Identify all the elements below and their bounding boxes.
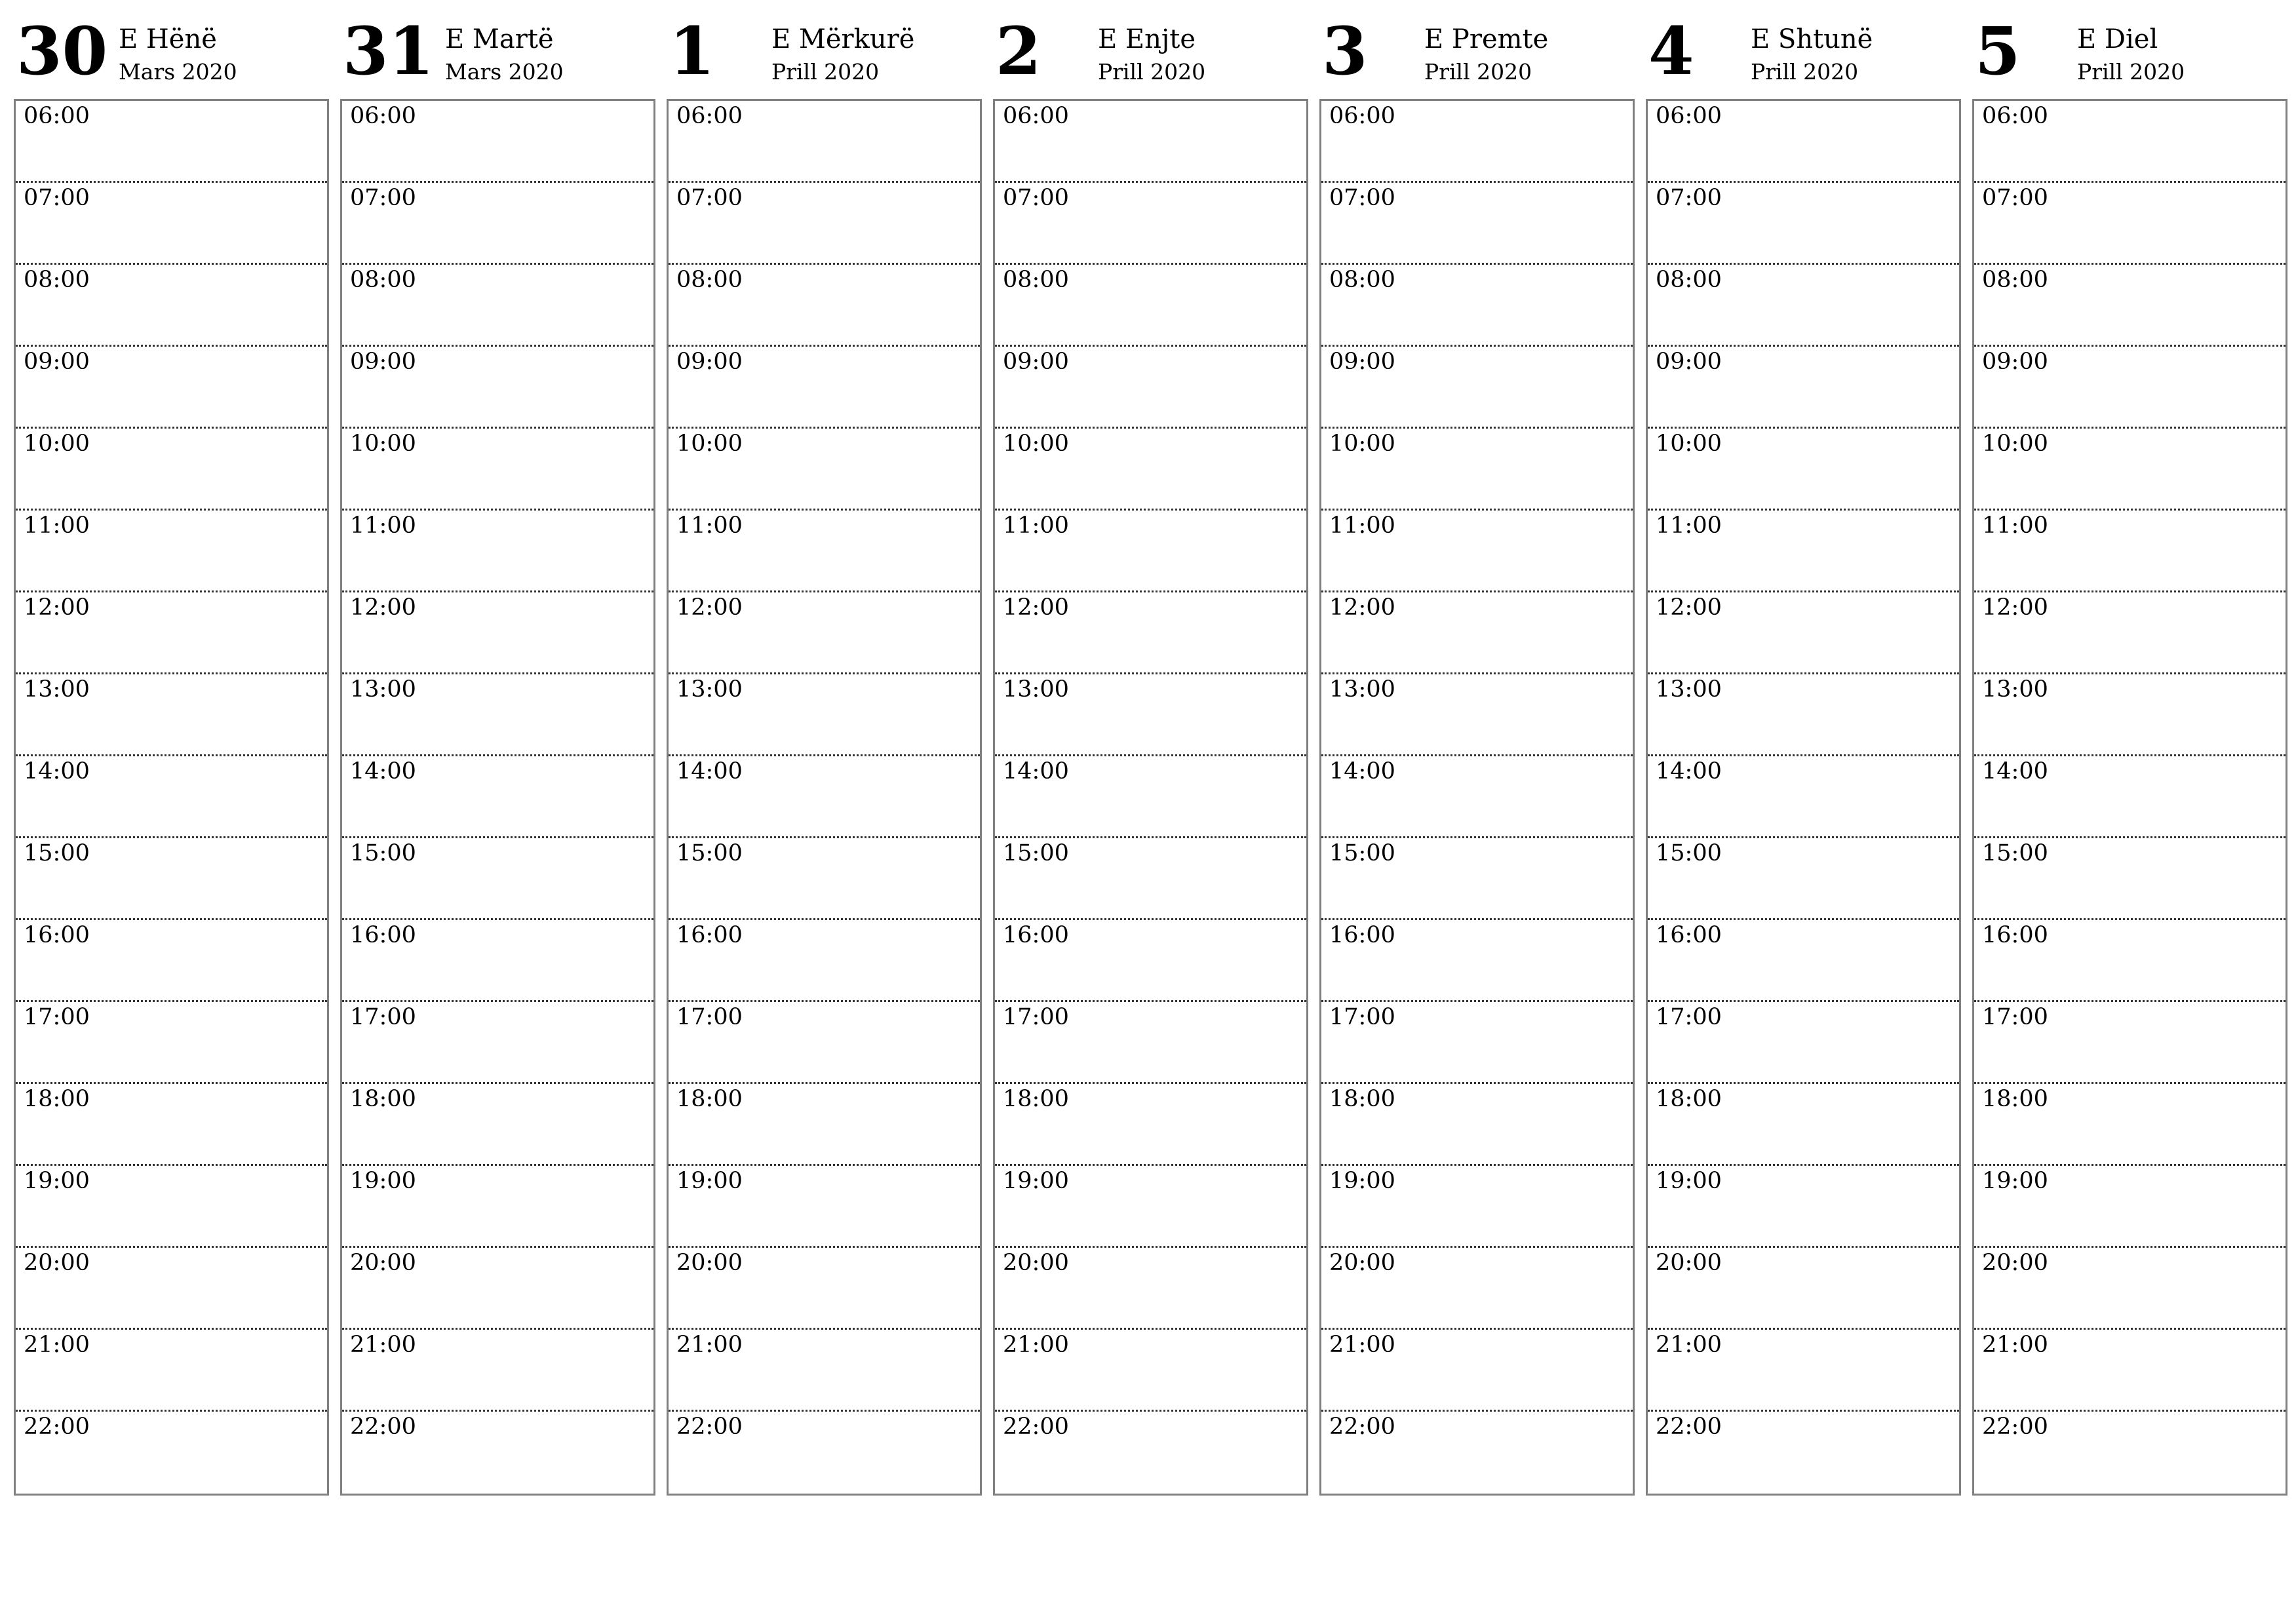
hour-slot[interactable] <box>669 1330 980 1412</box>
hour-slot[interactable] <box>1648 838 1959 920</box>
hour-slot[interactable] <box>669 1166 980 1248</box>
hour-label: 15:00 <box>1982 840 2048 866</box>
hour-slot[interactable] <box>342 1248 653 1330</box>
hour-label: 17:00 <box>676 1004 743 1030</box>
hour-label: 21:00 <box>350 1332 416 1358</box>
hour-label: 16:00 <box>1003 922 1069 948</box>
day-month: Prill 2020 <box>2077 59 2185 85</box>
hour-slot[interactable] <box>16 1002 327 1084</box>
hour-slot[interactable] <box>995 1002 1306 1084</box>
hour-label: 06:00 <box>1003 103 1069 129</box>
hour-label: 13:00 <box>350 676 416 703</box>
hour-label: 20:00 <box>1982 1250 2048 1276</box>
day-number: 2 <box>996 12 1041 90</box>
hour-label: 17:00 <box>24 1004 90 1030</box>
hour-label: 11:00 <box>1656 512 1722 539</box>
day-column <box>1972 13 2286 1496</box>
day-schedule-box <box>340 99 655 1496</box>
hour-label: 10:00 <box>24 431 90 457</box>
hour-slot[interactable] <box>1974 1002 2286 1084</box>
hour-label: 09:00 <box>676 349 743 375</box>
hour-slot[interactable] <box>1648 756 1959 838</box>
hour-slot[interactable] <box>342 592 653 674</box>
hour-label: 10:00 <box>350 431 416 457</box>
hour-slot[interactable] <box>16 1412 327 1494</box>
day-month: Mars 2020 <box>445 59 564 85</box>
hour-slot[interactable] <box>16 674 327 756</box>
hour-slot[interactable] <box>669 101 980 183</box>
hour-label: 13:00 <box>676 676 743 703</box>
hour-slot[interactable] <box>669 1002 980 1084</box>
hour-label: 18:00 <box>1656 1086 1722 1112</box>
hour-label: 14:00 <box>1329 758 1395 784</box>
hour-slot[interactable] <box>1648 1248 1959 1330</box>
hour-slot[interactable] <box>1974 1248 2286 1330</box>
hour-label: 19:00 <box>350 1168 416 1194</box>
hour-slot[interactable] <box>995 592 1306 674</box>
hour-slot[interactable] <box>16 429 327 511</box>
hour-slot[interactable] <box>16 347 327 429</box>
hour-label: 09:00 <box>1003 349 1069 375</box>
hour-label: 21:00 <box>1329 1332 1395 1358</box>
day-name: E Diel <box>2077 24 2158 54</box>
hour-label: 09:00 <box>1656 349 1722 375</box>
hour-label: 19:00 <box>1003 1168 1069 1194</box>
hour-slot[interactable] <box>1974 347 2286 429</box>
hour-label: 17:00 <box>1982 1004 2048 1030</box>
hour-slot[interactable] <box>995 1412 1306 1494</box>
hour-label: 20:00 <box>1656 1250 1722 1276</box>
hour-slot[interactable] <box>1648 1330 1959 1412</box>
hour-slot[interactable] <box>995 920 1306 1002</box>
hour-label: 10:00 <box>1329 431 1395 457</box>
hour-slot[interactable] <box>1974 756 2286 838</box>
hour-slot[interactable] <box>342 756 653 838</box>
hour-slot[interactable] <box>342 101 653 183</box>
hour-slot[interactable] <box>1321 592 1633 674</box>
hour-label: 08:00 <box>676 267 743 293</box>
hour-label: 21:00 <box>1003 1332 1069 1358</box>
hour-slot[interactable] <box>1974 1412 2286 1494</box>
hour-slot[interactable] <box>1321 838 1633 920</box>
hour-slot[interactable] <box>669 265 980 347</box>
hour-slot[interactable] <box>1321 511 1633 592</box>
hour-label: 18:00 <box>676 1086 743 1112</box>
hour-label: 12:00 <box>1982 594 2048 621</box>
day-name: E Enjte <box>1098 24 1196 54</box>
day-month: Prill 2020 <box>771 59 880 85</box>
day-schedule-box <box>1646 99 1961 1496</box>
day-schedule-box <box>993 99 1308 1496</box>
hour-label: 06:00 <box>676 103 743 129</box>
hour-slot[interactable] <box>342 674 653 756</box>
hour-label: 17:00 <box>1329 1004 1395 1030</box>
hour-label: 15:00 <box>350 840 416 866</box>
hour-label: 22:00 <box>1329 1414 1395 1440</box>
hour-slot[interactable] <box>16 838 327 920</box>
hour-slot[interactable] <box>342 347 653 429</box>
hour-label: 14:00 <box>24 758 90 784</box>
hour-slot[interactable] <box>669 838 980 920</box>
hour-slot[interactable] <box>1648 511 1959 592</box>
hour-label: 09:00 <box>1982 349 2048 375</box>
hour-label: 14:00 <box>1003 758 1069 784</box>
hour-slot[interactable] <box>995 1166 1306 1248</box>
hour-label: 15:00 <box>1329 840 1395 866</box>
hour-label: 08:00 <box>350 267 416 293</box>
day-number: 1 <box>669 12 715 90</box>
day-number: 30 <box>16 12 108 90</box>
hour-slot[interactable] <box>1648 429 1959 511</box>
hour-slot[interactable] <box>1648 1002 1959 1084</box>
day-column <box>340 13 654 1496</box>
hour-slot[interactable] <box>16 101 327 183</box>
hour-slot[interactable] <box>342 183 653 265</box>
hour-label: 22:00 <box>676 1414 743 1440</box>
hour-slot[interactable] <box>16 592 327 674</box>
hour-slot[interactable] <box>995 101 1306 183</box>
hour-slot[interactable] <box>669 511 980 592</box>
hour-slot[interactable] <box>1321 1248 1633 1330</box>
day-header <box>1972 13 2286 100</box>
day-month: Prill 2020 <box>1098 59 1206 85</box>
hour-label: 10:00 <box>1003 431 1069 457</box>
hour-label: 14:00 <box>1656 758 1722 784</box>
hour-label: 16:00 <box>1329 922 1395 948</box>
hour-label: 07:00 <box>24 185 90 211</box>
hour-slot[interactable] <box>342 511 653 592</box>
hour-slot[interactable] <box>1974 101 2286 183</box>
hour-label: 12:00 <box>1656 594 1722 621</box>
day-month: Prill 2020 <box>1751 59 1859 85</box>
hour-slot[interactable] <box>1648 1084 1959 1166</box>
hour-label: 10:00 <box>1982 431 2048 457</box>
hour-slot[interactable] <box>1974 920 2286 1002</box>
hour-slot[interactable] <box>1321 429 1633 511</box>
hour-label: 19:00 <box>676 1168 743 1194</box>
hour-slot[interactable] <box>995 674 1306 756</box>
hour-label: 15:00 <box>1003 840 1069 866</box>
hour-slot[interactable] <box>1321 920 1633 1002</box>
hour-label: 09:00 <box>1329 349 1395 375</box>
hour-slot[interactable] <box>16 511 327 592</box>
hour-label: 07:00 <box>676 185 743 211</box>
hour-slot[interactable] <box>1648 265 1959 347</box>
day-column <box>14 13 328 1496</box>
hour-slot[interactable] <box>1974 674 2286 756</box>
hour-label: 09:00 <box>24 349 90 375</box>
hour-slot[interactable] <box>342 920 653 1002</box>
hour-label: 19:00 <box>1656 1168 1722 1194</box>
day-month: Mars 2020 <box>119 59 237 85</box>
hour-label: 15:00 <box>676 840 743 866</box>
hour-label: 09:00 <box>350 349 416 375</box>
hour-label: 06:00 <box>350 103 416 129</box>
hour-slot[interactable] <box>342 1166 653 1248</box>
hour-label: 14:00 <box>676 758 743 784</box>
hour-slot[interactable] <box>995 1084 1306 1166</box>
day-header <box>340 13 654 100</box>
hour-label: 17:00 <box>1656 1004 1722 1030</box>
hour-slot[interactable] <box>669 920 980 1002</box>
hour-label: 15:00 <box>24 840 90 866</box>
hour-label: 16:00 <box>1656 922 1722 948</box>
day-number: 4 <box>1648 12 1694 90</box>
hour-label: 21:00 <box>1656 1332 1722 1358</box>
hour-slot[interactable] <box>669 756 980 838</box>
hour-slot[interactable] <box>1321 1002 1633 1084</box>
hour-slot[interactable] <box>1974 429 2286 511</box>
hour-slot[interactable] <box>1648 101 1959 183</box>
hour-label: 14:00 <box>350 758 416 784</box>
hour-label: 11:00 <box>350 512 416 539</box>
hour-slot[interactable] <box>995 429 1306 511</box>
hour-slot[interactable] <box>342 1330 653 1412</box>
hour-label: 11:00 <box>1329 512 1395 539</box>
hour-label: 16:00 <box>350 922 416 948</box>
hour-slot[interactable] <box>342 838 653 920</box>
hour-slot[interactable] <box>995 838 1306 920</box>
hour-slot[interactable] <box>1974 1084 2286 1166</box>
day-name: E Premte <box>1424 24 1549 54</box>
hour-label: 08:00 <box>1982 267 2048 293</box>
day-column <box>993 13 1307 1496</box>
hour-slot[interactable] <box>669 347 980 429</box>
day-name: E Shtunë <box>1751 24 1873 54</box>
hour-slot[interactable] <box>669 674 980 756</box>
hour-slot[interactable] <box>16 1330 327 1412</box>
day-header <box>14 13 328 100</box>
hour-slot[interactable] <box>342 265 653 347</box>
day-number: 5 <box>1975 12 2021 90</box>
weekly-planner <box>14 13 2287 1496</box>
day-number: 31 <box>343 12 435 90</box>
hour-slot[interactable] <box>669 1084 980 1166</box>
hour-label: 08:00 <box>1329 267 1395 293</box>
day-name: E Martë <box>445 24 554 54</box>
hour-slot[interactable] <box>669 1412 980 1494</box>
hour-slot[interactable] <box>669 183 980 265</box>
hour-label: 13:00 <box>1329 676 1395 703</box>
hour-slot[interactable] <box>16 1248 327 1330</box>
hour-slot[interactable] <box>1321 1166 1633 1248</box>
hour-label: 20:00 <box>1003 1250 1069 1276</box>
hour-slot[interactable] <box>1321 1412 1633 1494</box>
hour-label: 17:00 <box>350 1004 416 1030</box>
hour-slot[interactable] <box>16 756 327 838</box>
hour-label: 19:00 <box>1982 1168 2048 1194</box>
day-column <box>667 13 981 1496</box>
hour-slot[interactable] <box>995 1248 1306 1330</box>
hour-slot[interactable] <box>1648 1166 1959 1248</box>
hour-label: 07:00 <box>1982 185 2048 211</box>
hour-slot[interactable] <box>669 592 980 674</box>
hour-label: 21:00 <box>676 1332 743 1358</box>
hour-slot[interactable] <box>16 1166 327 1248</box>
hour-label: 17:00 <box>1003 1004 1069 1030</box>
hour-slot[interactable] <box>1321 101 1633 183</box>
hour-label: 07:00 <box>1329 185 1395 211</box>
hour-label: 15:00 <box>1656 840 1722 866</box>
hour-label: 13:00 <box>1982 676 2048 703</box>
day-column <box>1646 13 1960 1496</box>
hour-slot[interactable] <box>16 1084 327 1166</box>
hour-label: 06:00 <box>1656 103 1722 129</box>
hour-slot[interactable] <box>995 183 1306 265</box>
hour-label: 21:00 <box>1982 1332 2048 1358</box>
hour-slot[interactable] <box>1321 674 1633 756</box>
hour-slot[interactable] <box>342 1412 653 1494</box>
hour-slot[interactable] <box>16 183 327 265</box>
hour-label: 08:00 <box>1656 267 1722 293</box>
hour-slot[interactable] <box>1974 838 2286 920</box>
hour-label: 14:00 <box>1982 758 2048 784</box>
hour-slot[interactable] <box>342 429 653 511</box>
hour-label: 13:00 <box>1656 676 1722 703</box>
day-month: Prill 2020 <box>1424 59 1532 85</box>
hour-label: 19:00 <box>24 1168 90 1194</box>
hour-label: 12:00 <box>1329 594 1395 621</box>
hour-slot[interactable] <box>1974 265 2286 347</box>
hour-label: 11:00 <box>24 512 90 539</box>
hour-slot[interactable] <box>669 429 980 511</box>
hour-slot[interactable] <box>995 347 1306 429</box>
hour-slot[interactable] <box>1321 756 1633 838</box>
hour-slot[interactable] <box>342 1084 653 1166</box>
hour-label: 12:00 <box>676 594 743 621</box>
day-column <box>1319 13 1633 1496</box>
hour-label: 18:00 <box>1003 1086 1069 1112</box>
hour-label: 13:00 <box>24 676 90 703</box>
hour-slot[interactable] <box>1321 1330 1633 1412</box>
hour-label: 22:00 <box>1982 1414 2048 1440</box>
day-header <box>1319 13 1633 100</box>
hour-label: 08:00 <box>1003 267 1069 293</box>
hour-label: 10:00 <box>1656 431 1722 457</box>
day-schedule-box <box>1972 99 2287 1496</box>
hour-slot[interactable] <box>1321 265 1633 347</box>
day-schedule-box <box>14 99 329 1496</box>
day-schedule-box <box>667 99 982 1496</box>
hour-label: 11:00 <box>1003 512 1069 539</box>
hour-label: 19:00 <box>1329 1168 1395 1194</box>
hour-label: 22:00 <box>350 1414 416 1440</box>
hour-label: 20:00 <box>24 1250 90 1276</box>
day-number: 3 <box>1322 12 1368 90</box>
hour-label: 20:00 <box>1329 1250 1395 1276</box>
hour-slot[interactable] <box>1321 183 1633 265</box>
hour-slot[interactable] <box>995 265 1306 347</box>
day-name: E Hënë <box>119 24 217 54</box>
hour-label: 07:00 <box>1656 185 1722 211</box>
hour-label: 20:00 <box>676 1250 743 1276</box>
day-header <box>993 13 1307 100</box>
hour-label: 07:00 <box>350 185 416 211</box>
hour-slot[interactable] <box>995 511 1306 592</box>
hour-label: 22:00 <box>1656 1414 1722 1440</box>
day-name: E Mërkurë <box>771 24 915 54</box>
hour-label: 11:00 <box>1982 512 2048 539</box>
hour-label: 08:00 <box>24 267 90 293</box>
hour-label: 16:00 <box>24 922 90 948</box>
hour-slot[interactable] <box>1974 1330 2286 1412</box>
hour-label: 13:00 <box>1003 676 1069 703</box>
hour-slot[interactable] <box>1974 183 2286 265</box>
hour-slot[interactable] <box>1974 1166 2286 1248</box>
hour-label: 22:00 <box>1003 1414 1069 1440</box>
day-header <box>667 13 981 100</box>
hour-slot[interactable] <box>16 920 327 1002</box>
hour-slot[interactable] <box>1321 1084 1633 1166</box>
hour-slot[interactable] <box>995 756 1306 838</box>
hour-label: 18:00 <box>1982 1086 2048 1112</box>
hour-slot[interactable] <box>1648 592 1959 674</box>
hour-label: 06:00 <box>1329 103 1395 129</box>
hour-label: 07:00 <box>1003 185 1069 211</box>
hour-slot[interactable] <box>1648 183 1959 265</box>
hour-label: 12:00 <box>350 594 416 621</box>
day-header <box>1646 13 1960 100</box>
hour-slot[interactable] <box>1648 674 1959 756</box>
hour-label: 12:00 <box>24 594 90 621</box>
hour-slot[interactable] <box>1648 920 1959 1002</box>
hour-label: 16:00 <box>676 922 743 948</box>
hour-slot[interactable] <box>16 265 327 347</box>
hour-label: 18:00 <box>350 1086 416 1112</box>
hour-slot[interactable] <box>1974 592 2286 674</box>
hour-slot[interactable] <box>1974 511 2286 592</box>
hour-slot[interactable] <box>1648 1412 1959 1494</box>
hour-label: 10:00 <box>676 431 743 457</box>
hour-label: 06:00 <box>1982 103 2048 129</box>
hour-label: 11:00 <box>676 512 743 539</box>
hour-slot[interactable] <box>1321 347 1633 429</box>
hour-label: 20:00 <box>350 1250 416 1276</box>
hour-label: 16:00 <box>1982 922 2048 948</box>
hour-label: 18:00 <box>1329 1086 1395 1112</box>
hour-slot[interactable] <box>995 1330 1306 1412</box>
hour-slot[interactable] <box>342 1002 653 1084</box>
hour-slot[interactable] <box>1648 347 1959 429</box>
hour-slot[interactable] <box>669 1248 980 1330</box>
hour-label: 06:00 <box>24 103 90 129</box>
hour-label: 21:00 <box>24 1332 90 1358</box>
hour-label: 18:00 <box>24 1086 90 1112</box>
hour-label: 12:00 <box>1003 594 1069 621</box>
day-schedule-box <box>1319 99 1635 1496</box>
hour-label: 22:00 <box>24 1414 90 1440</box>
